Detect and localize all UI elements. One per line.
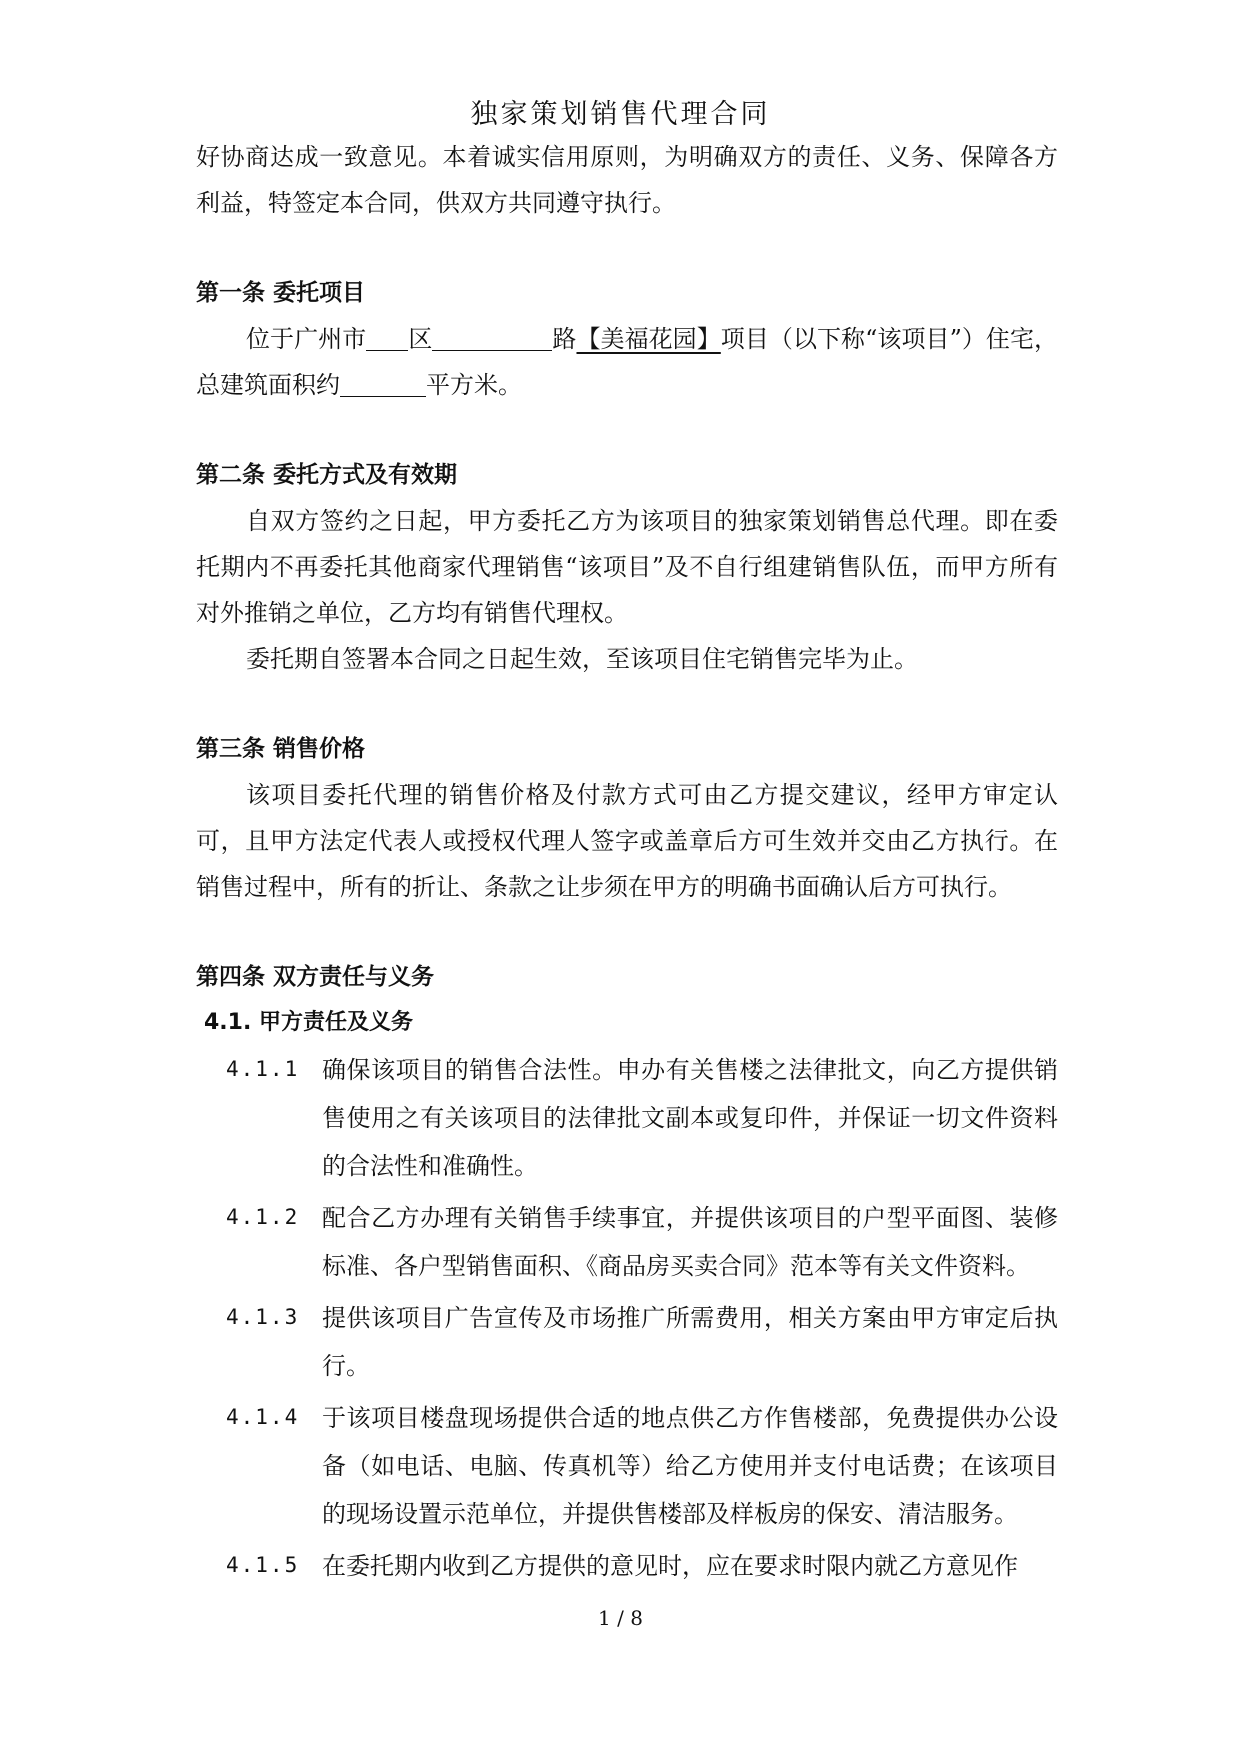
article-3-paragraph: 该项目委托代理的销售价格及付款方式可由乙方提交建议，经甲方审定认可，且甲方法定代表人或授权代理人签字或盖章后方可生效并交由乙方执行。在销售过程中，所有的折让、条款之让步须在甲方的明确书面确认后方可执行。: [196, 781, 1058, 901]
article-4-heading: 第四条 双方责任与义务: [196, 964, 435, 990]
clause-item: [226, 1394, 1058, 1538]
clause-number: 4.1.4: [226, 1405, 300, 1429]
article-1-paragraph: [196, 316, 1058, 408]
section-4-1-heading: 4.1. 甲方责任及义务: [204, 1010, 413, 1035]
clause-item: [226, 1542, 1058, 1590]
road-blank[interactable]: [432, 324, 552, 351]
clause-text: 提供该项目广告宣传及市场推广所需费用，相关方案由甲方审定后执行。: [322, 1304, 1058, 1380]
clause-number: 4.1.3: [226, 1305, 300, 1329]
district-label: 区: [408, 325, 433, 353]
page-number: 1 / 8: [598, 1606, 643, 1630]
clause-number: 4.1.5: [226, 1553, 300, 1577]
clause-text: 配合乙方办理有关销售手续事宜，并提供该项目的户型平面图、装修标准、各户型销售面积、《商品房买卖合同》范本等有关文件资料。: [322, 1204, 1058, 1280]
area-unit: 平方米。: [426, 371, 522, 399]
article-2-paragraph-1: 自双方签约之日起，甲方委托乙方为该项目的独家策划销售总代理。即在委托期内不再委托其他商家代理销售“该项目”及不自行组建销售队伍，而甲方所有对外推销之单位，乙方均有销售代理权。: [196, 507, 1058, 627]
article-2-paragraph-2: 委托期自签署本合同之日起生效，至该项目住宅销售完毕为止。: [246, 645, 918, 673]
project-desc: 项目（以下称“该项目”）住宅，总建筑面积约: [196, 325, 1059, 399]
document-body: [196, 134, 1058, 1590]
clause-text: 在委托期内收到乙方提供的意见时，应在要求时限内就乙方意见作: [322, 1552, 1018, 1580]
clause-text: 确保该项目的销售合法性。申办有关售楼之法律批文，向乙方提供销售使用之有关该项目的法律批文副本或复印件，并保证一切文件资料的合法性和准确性。: [322, 1056, 1058, 1180]
intro-paragraph: 好协商达成一致意见。本着诚实信用原则，为明确双方的责任、义务、保障各方利益，特签定本合同，供双方共同遵守执行。: [196, 143, 1058, 217]
article-1-heading: 第一条 委托项目: [196, 280, 366, 306]
area-blank[interactable]: [340, 370, 426, 397]
page-header-title: 独家策划销售代理合同: [470, 99, 771, 130]
district-blank[interactable]: [366, 324, 408, 351]
clause-item: [226, 1294, 1058, 1390]
clause-number: 4.1.2: [226, 1205, 300, 1229]
city-label: 位于广州市: [246, 325, 367, 353]
clause-text: 于该项目楼盘现场提供合适的地点供乙方作售楼部，免费提供办公设备（如电话、电脑、传真机等）给乙方使用并支付电话费；在该项目的现场设置示范单位，并提供售楼部及样板房的保安、清洁服务。: [322, 1404, 1058, 1528]
clause-item: [226, 1194, 1058, 1290]
clause-item: [226, 1046, 1058, 1190]
article-3-heading: 第三条 销售价格: [196, 736, 366, 762]
road-label: 路: [552, 325, 577, 353]
clause-number: 4.1.1: [226, 1057, 300, 1081]
project-name: 【美福花园】: [576, 325, 721, 353]
article-2-heading: 第二条 委托方式及有效期: [196, 462, 458, 488]
